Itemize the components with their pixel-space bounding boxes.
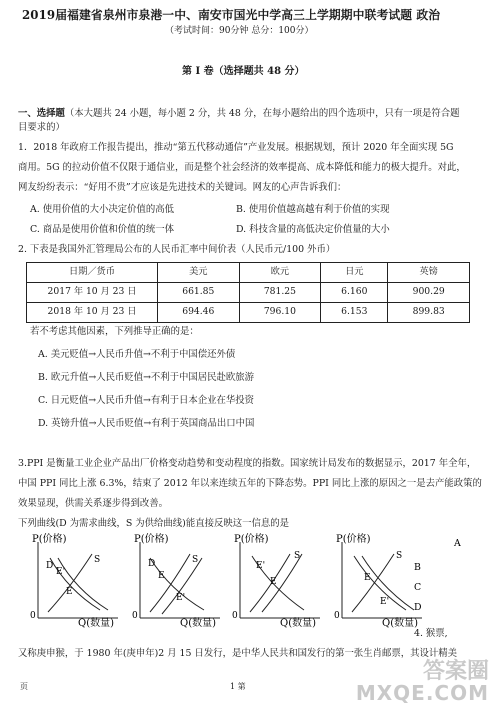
table-header-cell: 英镑 (388, 263, 470, 283)
graph-b (132, 532, 220, 628)
table-cell: 6.153 (321, 303, 388, 323)
q4-start: 4. 猴票, (414, 628, 448, 639)
q3-line-4: 下列曲线(D 为需求曲线，S 为供给曲线)能直接反映这一信息的是 (18, 518, 289, 529)
q1-option-b: B. 使用价值越高越有利于价值的实现 (236, 204, 390, 215)
table-cell: 2017 年 10 月 23 日 (27, 283, 158, 303)
document-title: 2019届福建省泉州市泉港一中、南安市国光中学高三上学期期中联考试题 政治 (22, 8, 441, 22)
table-row (27, 283, 470, 303)
instructions-line-1: 一、选择题（本大题共 24 小题，每小题 2 分，共 48 分，在每小题给出的四个选项中，只有一项是符合题 (18, 108, 460, 119)
q2-note: 若不考虑其他因素，下列推导正确的是： (30, 326, 199, 337)
q2-stem: 2. 下表是我国外汇管理局公布的人民币汇率中间价表（人民币元/100 外币） (18, 244, 336, 255)
origin-label: 0 (30, 611, 36, 621)
demand-label: D (148, 559, 156, 569)
origin-label: 0 (232, 611, 238, 621)
eq-label: E (66, 587, 73, 597)
q1-line-2: 商用。5G 的拉动价值不仅限于通信业，而是整个社会经济的效率提高、成本降低和能力的极大提升。对此， (18, 162, 466, 173)
q1-line-1: 1．2018 年政府工作报告提出，推动“第五代移动通信”产业发展。根据规划，预计 2020 年全面实现 5G (18, 142, 454, 153)
q1-option-c: C. 商品是使用价值和价值的统一体 (30, 224, 175, 235)
table-cell: 900.29 (388, 283, 470, 303)
option-c-label: C (414, 582, 422, 593)
eq-new-label: E' (56, 567, 66, 577)
section-title: 第 I 卷（选择题共 48 分） (182, 66, 305, 77)
table-header-cell: 日期／货币 (27, 263, 158, 283)
q1-option-d: D. 科技含量的高低决定价值量的大小 (236, 224, 390, 235)
page-number: 1 第 (230, 682, 246, 691)
supply-demand-graphs (0, 528, 495, 628)
supply-label: S (192, 555, 199, 565)
table-cell: 694.46 (158, 303, 240, 323)
option-a-label: A (454, 538, 461, 549)
q3-line-2: 中国 PPI 同比上涨 6.3%，结束了 2012 年以来连续五年的下降态势。PPI 同比上涨的原因之一是去产能政策的 (18, 478, 482, 489)
x-axis-label: Q(数量) (382, 618, 419, 628)
eq-label: E (270, 577, 277, 587)
q1-line-3: 网友纷纷表示：“好用不贵”才应该是先进技术的关键词。网友的心声告诉我们： (18, 182, 347, 193)
graph-c (232, 532, 320, 628)
table-cell: 781.25 (239, 283, 321, 303)
table-header-cell: 日元 (321, 263, 388, 283)
y-axis-label: P(价格) (134, 534, 169, 545)
q3-line-1: 3.PPI 是衡量工业企业产品出厂价格变动趋势和变动程度的指数。国家统计局发布的数据显示，2017 年全年， (18, 458, 477, 469)
instructions-line-2: 目要求的） (18, 122, 65, 133)
table-header-cell: 美元 (158, 263, 240, 283)
demand-label: D (46, 561, 54, 571)
q2-option-c: C. 日元贬值→人民币升值→有利于日本企业在华投资 (38, 395, 255, 406)
exchange-rate-table (26, 262, 470, 323)
table-cell: 661.85 (158, 283, 240, 303)
y-axis-label: P(价格) (32, 534, 67, 545)
option-d-label: D (414, 602, 422, 613)
eq-new-label: E' (380, 597, 390, 607)
table-cell: 899.83 (388, 303, 470, 323)
origin-label: 0 (334, 611, 340, 621)
q3-line-3: 效果显现，供需关系逐步得到改善。 (18, 498, 169, 509)
q2-option-d: D. 英镑升值→人民币贬值→有利于英国商品出口中国 (38, 418, 255, 429)
instructions-label: 一、选择题 (18, 108, 65, 119)
supply-label: S (94, 555, 101, 565)
q2-option-a: A. 美元贬值→人民币升值→不利于中国偿还外债 (38, 349, 236, 360)
y-axis-label: P(价格) (234, 534, 269, 545)
x-axis-label: Q(数量) (78, 618, 115, 628)
origin-label: 0 (132, 611, 138, 621)
eq-new-label: E' (256, 561, 266, 571)
table-row (27, 303, 470, 323)
q1-option-a: A. 使用价值的大小决定价值的高低 (30, 204, 174, 215)
table-cell: 6.160 (321, 283, 388, 303)
table-cell: 796.10 (239, 303, 321, 323)
eq-label: E (158, 571, 165, 581)
supply-label: S (396, 551, 403, 561)
watermark-text-cn: 答案圈 (422, 659, 489, 684)
eq-new-label: E' (176, 593, 186, 603)
table-cell: 2018 年 10 月 23 日 (27, 303, 158, 323)
x-axis-label: Q(数量) (180, 618, 217, 628)
supply-label: S (294, 551, 301, 561)
table-header-row (27, 263, 470, 283)
watermark-text-url: MXQE.COM (355, 681, 489, 705)
footer-left: 页 (20, 682, 28, 691)
y-axis-label: P(价格) (336, 534, 371, 545)
watermark-logo (356, 661, 489, 703)
x-axis-label: Q(数量) (280, 618, 317, 628)
eq-label: E (364, 573, 371, 583)
graph-a (30, 532, 118, 628)
table-header-cell: 欧元 (239, 263, 321, 283)
exam-info: （考试时间：90分钟 总分：100分） (165, 26, 314, 36)
graph-d (334, 532, 422, 628)
q4-line: 又称庚申猴，于 1980 年(庚申年)2 月 15 日发行，是中华人民共和国发行的第一张生肖邮票，其设计精美 (18, 648, 457, 659)
q2-option-b: B. 欧元升值→人民币贬值→不利于中国居民赴欧旅游 (38, 372, 255, 383)
option-b-label: B (414, 562, 421, 573)
